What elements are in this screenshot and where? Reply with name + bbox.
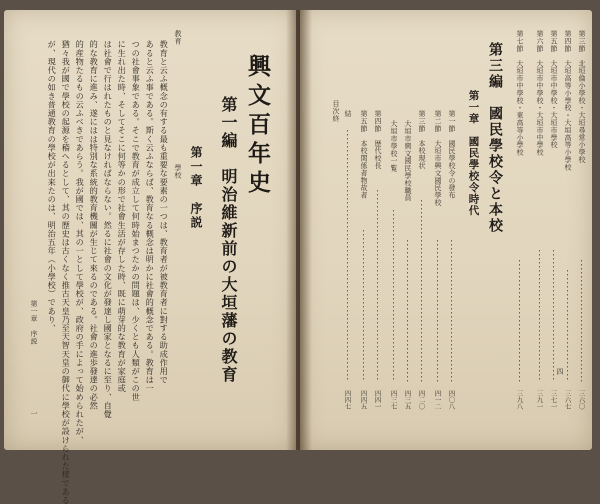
toc-entry: 第六節 大垣市中學校・大垣市中學校 xyxy=(536,30,544,156)
body-column-8: 猶々我が國で學校の起源を稽へるとして、其の歷史は古くなく推古天皇乃至天智天皇の御代に學校が設けられた様である xyxy=(61,40,72,504)
toc-entry-page: 四一二 xyxy=(433,390,442,410)
toc-entry: 結 xyxy=(344,110,352,118)
right-page-folio: 四 xyxy=(556,368,564,376)
page-footer-running: 第一章 序説 xyxy=(30,300,38,345)
toc-entry: 第四節 歴代校長 xyxy=(374,110,382,170)
running-header-mid: 學校 xyxy=(174,164,182,179)
body-column-2: あると云ふ事である。斯く云ふならば、教育なる概念は明かに社會的概念である。教育は一 xyxy=(145,40,156,393)
toc-entry: 第三節 北垣倫小學校・大垣尋常小學校 xyxy=(578,30,586,164)
section-heading: 第一章 序説 xyxy=(189,146,203,230)
chapter-heading: 第一編 明治維新前の大垣藩の教育 xyxy=(219,96,238,384)
leader-dots xyxy=(553,250,554,382)
toc-entry: 第四節 大垣高等小學校・大垣高等小學校 xyxy=(564,30,572,171)
toc-entry: 第七節 大垣市中學校・東高等小學校 xyxy=(516,30,524,156)
toc-entry-page: 四四一 xyxy=(373,390,382,410)
body-column-6: 的な教育に進み、遂にはは特別な系統的教育機關が生じて來るのである。社會の進歩發達の必然 xyxy=(89,40,100,410)
toc-entry-page: 四四五 xyxy=(359,390,368,410)
toc-end-label: 目次終 xyxy=(332,100,340,123)
body-column-7: 的産物たるもの云ふべきであらう。我が國では、其の一として學校が、政府の手によって始められたが、 xyxy=(75,40,86,445)
toc-chapter-heading: 第一章 國民學校令時代 xyxy=(467,90,480,217)
right-page xyxy=(300,10,592,450)
toc-entry-page: 四三七 xyxy=(389,390,398,410)
toc-entry-page: 三六〇 xyxy=(577,390,586,410)
book-gutter xyxy=(286,10,312,450)
book-title: 興文百年史 xyxy=(244,54,271,199)
toc-entry: 大垣市學校一覧 xyxy=(390,120,398,172)
leader-dots xyxy=(347,130,348,382)
leader-dots xyxy=(451,240,452,382)
body-column-5: は社會で行はれたものと見なければならない。然るに社會の文化が發達し國家となるに至り、自覺 xyxy=(103,40,114,419)
toc-entry: 大垣市興文國民學校職員 xyxy=(404,120,412,202)
leader-dots xyxy=(393,210,394,382)
toc-entry: 第二節 大垣市興文國民學校 xyxy=(434,110,442,207)
part-heading: 第三編 國民學校令と本校 xyxy=(487,42,503,234)
body-column-9: が、現代の如き普通教育の學校が出来たのは、明治五年（小學校）であり、 xyxy=(47,40,58,333)
toc-entry: 第五節 大垣市中學校・大垣市學校 xyxy=(550,30,558,149)
leader-dots xyxy=(581,260,582,382)
body-column-1: 教育と云ふ概念の有する最も重要な要素の一つは、教育者が被教育者に對する助成作用で xyxy=(159,40,170,384)
leader-dots xyxy=(421,200,422,382)
toc-entry: 第五節 本校関係者物故者 xyxy=(360,110,368,199)
body-column-3: つの社會事象である。そこで教育が成立して何時始まつたかの問題は、少くとも人類がこの世 xyxy=(131,40,142,402)
leader-dots xyxy=(363,230,364,382)
leader-dots xyxy=(539,250,540,382)
leader-dots xyxy=(407,240,408,382)
leader-dots xyxy=(437,240,438,382)
body-column-4: に生れ出た時、そしてそこに何等かの形で社會生活が存した時、既に萌芽的な教育が家庭或 xyxy=(117,40,128,393)
toc-entry-page: 四四七 xyxy=(343,390,352,410)
toc-entry-page: 三六七 xyxy=(563,390,572,410)
leader-dots xyxy=(519,260,520,382)
toc-entry-page: 三九八 xyxy=(515,390,524,410)
leader-dots xyxy=(567,270,568,382)
left-page-folio: 一 xyxy=(30,410,38,418)
toc-entry-page: 四二〇 xyxy=(417,390,426,410)
toc-entry-page: 四三五 xyxy=(403,390,412,410)
toc-entry-page: 四〇八 xyxy=(447,390,456,410)
toc-entry-page: 三七一 xyxy=(549,390,558,410)
running-header-top: 教育 xyxy=(174,30,182,45)
leader-dots xyxy=(377,190,378,382)
toc-entry: 第三節 本校現状 xyxy=(418,110,426,170)
toc-entry: 第一節 國民學校令の發布 xyxy=(448,110,456,199)
toc-entry-page: 三九一 xyxy=(535,390,544,410)
